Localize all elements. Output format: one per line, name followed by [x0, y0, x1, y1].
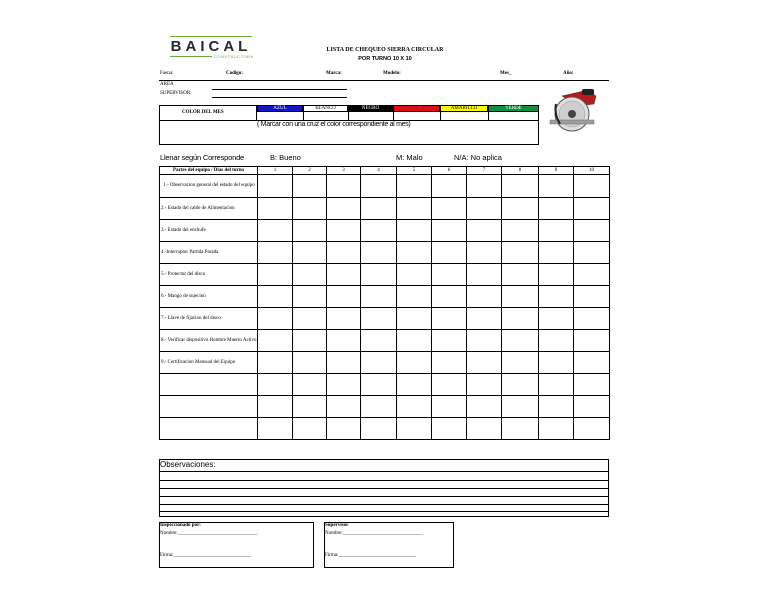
- table-row: [160, 264, 610, 286]
- day-cell[interactable]: [467, 175, 502, 198]
- day-cell[interactable]: [327, 308, 361, 330]
- day-cell[interactable]: [397, 286, 432, 308]
- day-cell[interactable]: [574, 396, 610, 418]
- column-header-day: 4: [361, 167, 397, 175]
- supervisor-label: SUPERVISOR:: [160, 91, 192, 96]
- supervisor-title: Supervisor: [325, 523, 349, 528]
- day-cell[interactable]: [432, 286, 467, 308]
- row-label: 4.-Interruptor Partida Parada: [160, 242, 258, 264]
- area-field[interactable]: [212, 89, 347, 90]
- table-row: [160, 286, 610, 308]
- document-title: LISTA DE CHEQUEO SIERRA CIRCULAR: [326, 47, 444, 53]
- day-cell[interactable]: [502, 175, 539, 198]
- day-cell[interactable]: [258, 330, 293, 352]
- day-cell[interactable]: [502, 286, 539, 308]
- legend-fill: Llenar según Corresponde: [160, 153, 245, 162]
- day-cell[interactable]: [432, 352, 467, 374]
- day-cell[interactable]: [397, 374, 432, 396]
- table-row: [160, 374, 610, 396]
- legend-good: B: Bueno: [270, 153, 301, 162]
- inspected-name: Nombre:________________________________: [160, 531, 258, 536]
- day-cell[interactable]: [574, 352, 610, 374]
- day-cell[interactable]: [432, 264, 467, 286]
- day-cell[interactable]: [327, 286, 361, 308]
- supervisor-field[interactable]: [212, 97, 347, 98]
- day-cell[interactable]: [258, 374, 293, 396]
- day-cell[interactable]: [539, 418, 574, 440]
- day-cell[interactable]: [327, 242, 361, 264]
- day-cell[interactable]: [397, 396, 432, 418]
- day-cell[interactable]: [574, 418, 610, 440]
- day-cell[interactable]: [258, 396, 293, 418]
- day-cell[interactable]: [258, 352, 293, 374]
- day-cell[interactable]: [258, 264, 293, 286]
- day-cell[interactable]: [432, 396, 467, 418]
- day-cell[interactable]: [432, 418, 467, 440]
- day-cell[interactable]: [293, 396, 327, 418]
- day-cell[interactable]: [502, 374, 539, 396]
- day-cell[interactable]: [258, 418, 293, 440]
- marca-label: Marca:: [326, 71, 342, 76]
- legend-bad: M: Malo: [396, 153, 423, 162]
- supervisor-signature-box[interactable]: [324, 522, 454, 568]
- day-cell[interactable]: [361, 175, 397, 198]
- column-header-day: 10: [574, 167, 610, 175]
- day-cell[interactable]: [539, 308, 574, 330]
- day-cell[interactable]: [293, 308, 327, 330]
- day-cell[interactable]: [327, 220, 361, 242]
- day-cell[interactable]: [539, 220, 574, 242]
- day-cell[interactable]: [574, 175, 610, 198]
- day-cell[interactable]: [502, 220, 539, 242]
- company-logo: [170, 36, 252, 62]
- day-cell[interactable]: [574, 286, 610, 308]
- row-label: 7.- Llave de fijacion del disco: [160, 308, 258, 330]
- day-cell[interactable]: [467, 242, 502, 264]
- brand-subname: CONSTRUCTORA: [214, 54, 254, 59]
- row-label: 3.- Estado del enchufe: [160, 220, 258, 242]
- row-label: 2.- Estado del cable de Alimentacion: [160, 198, 258, 220]
- day-cell[interactable]: [361, 352, 397, 374]
- day-cell[interactable]: [361, 396, 397, 418]
- day-cell[interactable]: [432, 308, 467, 330]
- day-cell[interactable]: [397, 198, 432, 220]
- row-label: [160, 374, 258, 396]
- day-cell[interactable]: [467, 396, 502, 418]
- day-cell[interactable]: [574, 242, 610, 264]
- legend-na: N/A: No aplica: [454, 153, 502, 162]
- day-cell[interactable]: [397, 330, 432, 352]
- row-label: 5.- Protector del disco: [160, 264, 258, 286]
- day-cell[interactable]: [258, 175, 293, 198]
- day-cell[interactable]: [502, 198, 539, 220]
- swatch-azul: AZUL: [257, 105, 303, 112]
- day-cell[interactable]: [327, 264, 361, 286]
- inspected-signature: Firma:_______________________________: [160, 553, 251, 558]
- column-header-day: 9: [539, 167, 574, 175]
- day-cell[interactable]: [574, 330, 610, 352]
- modelo-label: Modelo:: [383, 71, 401, 76]
- day-cell[interactable]: [432, 198, 467, 220]
- checklist-table: [159, 166, 610, 440]
- color-instruction: ( Marcar con una cruz el color correspondiente al mes): [257, 121, 411, 128]
- row-label: [160, 396, 258, 418]
- swatch-negro: NEGRO: [348, 105, 393, 112]
- day-cell[interactable]: [574, 308, 610, 330]
- day-cell[interactable]: [397, 308, 432, 330]
- day-cell[interactable]: [467, 374, 502, 396]
- day-cell[interactable]: [293, 198, 327, 220]
- day-cell[interactable]: [467, 220, 502, 242]
- day-cell[interactable]: [361, 220, 397, 242]
- day-cell[interactable]: [574, 198, 610, 220]
- day-cell[interactable]: [539, 198, 574, 220]
- table-row: [160, 418, 610, 440]
- day-cell[interactable]: [539, 352, 574, 374]
- day-cell[interactable]: [258, 286, 293, 308]
- day-cell[interactable]: [467, 330, 502, 352]
- day-cell[interactable]: [539, 242, 574, 264]
- day-cell[interactable]: [502, 264, 539, 286]
- table-row: [160, 220, 610, 242]
- day-cell[interactable]: [467, 286, 502, 308]
- day-cell[interactable]: [502, 308, 539, 330]
- observations-label: Observaciones:: [160, 460, 216, 469]
- day-cell[interactable]: [361, 198, 397, 220]
- day-cell[interactable]: [502, 396, 539, 418]
- row-label: 6.- Mango de sujecion: [160, 286, 258, 308]
- day-cell[interactable]: [327, 330, 361, 352]
- swatch-verde: VERDE: [488, 105, 539, 112]
- day-cell[interactable]: [539, 264, 574, 286]
- day-cell[interactable]: [293, 242, 327, 264]
- column-header-day: 8: [502, 167, 539, 175]
- table-row: [160, 352, 610, 374]
- document-subtitle: POR TURNO 10 X 10: [358, 56, 412, 62]
- day-cell[interactable]: [293, 418, 327, 440]
- codigo-label: Codigo:: [226, 71, 243, 76]
- day-cell[interactable]: [432, 175, 467, 198]
- day-cell[interactable]: [361, 286, 397, 308]
- supervisor-signature: Firma:_______________________________: [325, 553, 416, 558]
- table-header-row: [160, 167, 610, 175]
- day-cell[interactable]: [361, 418, 397, 440]
- mes-label: Mes_: [500, 71, 512, 76]
- table-row: [160, 308, 610, 330]
- day-cell[interactable]: [502, 242, 539, 264]
- swatch-amarillo: AMARILLO: [440, 105, 488, 112]
- row-label: 8.- Verificar dispositivo Hombre Muerto Activo: [160, 330, 258, 352]
- row-label: [160, 418, 258, 440]
- supervisor-name: Nombre:________________________________: [325, 531, 423, 536]
- day-cell[interactable]: [502, 330, 539, 352]
- day-cell[interactable]: [293, 220, 327, 242]
- day-cell[interactable]: [327, 418, 361, 440]
- column-header-day: 6: [432, 167, 467, 175]
- day-cell[interactable]: [293, 330, 327, 352]
- faena-label: Faena:: [160, 71, 174, 76]
- row-label: 9.- Certificacion Mensual del Equipo: [160, 352, 258, 374]
- table-row: [160, 198, 610, 220]
- day-cell[interactable]: [397, 175, 432, 198]
- swatch-rojo: ROJO: [393, 105, 440, 112]
- day-cell[interactable]: [467, 264, 502, 286]
- day-cell[interactable]: [397, 418, 432, 440]
- day-cell[interactable]: [397, 242, 432, 264]
- day-cell[interactable]: [467, 352, 502, 374]
- day-cell[interactable]: [467, 308, 502, 330]
- column-header-day: 1: [258, 167, 293, 175]
- day-cell[interactable]: [432, 330, 467, 352]
- day-cell[interactable]: [397, 220, 432, 242]
- day-cell[interactable]: [397, 352, 432, 374]
- day-cell[interactable]: [539, 286, 574, 308]
- swatch-blanco: BLANCO: [303, 105, 348, 112]
- column-header-parts: Partes del equipo / Dias del turno: [160, 167, 258, 175]
- day-cell[interactable]: [539, 374, 574, 396]
- day-cell[interactable]: [327, 374, 361, 396]
- day-cell[interactable]: [361, 308, 397, 330]
- table-row: [160, 330, 610, 352]
- day-cell[interactable]: [539, 330, 574, 352]
- column-header-day: 5: [397, 167, 432, 175]
- column-header-day: 3: [327, 167, 361, 175]
- day-cell[interactable]: [467, 198, 502, 220]
- column-header-day: 2: [293, 167, 327, 175]
- inspected-signature-box[interactable]: [159, 522, 314, 568]
- day-cell[interactable]: [327, 198, 361, 220]
- day-cell[interactable]: [539, 175, 574, 198]
- day-cell[interactable]: [502, 418, 539, 440]
- day-cell[interactable]: [327, 175, 361, 198]
- day-cell[interactable]: [258, 308, 293, 330]
- ano-label: Año:: [563, 71, 574, 76]
- day-cell[interactable]: [574, 220, 610, 242]
- day-cell[interactable]: [361, 264, 397, 286]
- color-month-label: COLOR DEL MES: [182, 110, 224, 115]
- day-cell[interactable]: [432, 242, 467, 264]
- day-cell[interactable]: [502, 352, 539, 374]
- day-cell[interactable]: [432, 220, 467, 242]
- day-cell[interactable]: [258, 220, 293, 242]
- circular-saw-image: [548, 86, 602, 134]
- day-cell[interactable]: [361, 330, 397, 352]
- table-row: [160, 175, 610, 198]
- day-cell[interactable]: [258, 242, 293, 264]
- day-cell[interactable]: [574, 374, 610, 396]
- day-cell[interactable]: [293, 286, 327, 308]
- table-row: [160, 242, 610, 264]
- day-cell[interactable]: [293, 352, 327, 374]
- day-cell[interactable]: [258, 198, 293, 220]
- day-cell[interactable]: [574, 264, 610, 286]
- day-cell[interactable]: [361, 242, 397, 264]
- day-cell[interactable]: [327, 352, 361, 374]
- day-cell[interactable]: [432, 374, 467, 396]
- day-cell[interactable]: [293, 175, 327, 198]
- area-label: AREA: [160, 82, 174, 87]
- day-cell[interactable]: [327, 396, 361, 418]
- inspected-title: Inspeccionado por:: [160, 523, 201, 528]
- brand-name: BAICAL: [170, 38, 252, 55]
- day-cell[interactable]: [467, 418, 502, 440]
- day-cell[interactable]: [397, 264, 432, 286]
- day-cell[interactable]: [293, 374, 327, 396]
- day-cell[interactable]: [293, 264, 327, 286]
- table-row: [160, 396, 610, 418]
- day-cell[interactable]: [361, 374, 397, 396]
- day-cell[interactable]: [539, 396, 574, 418]
- row-label: 1.- Observacion general del estado del equipo: [160, 175, 258, 198]
- column-header-day: 7: [467, 167, 502, 175]
